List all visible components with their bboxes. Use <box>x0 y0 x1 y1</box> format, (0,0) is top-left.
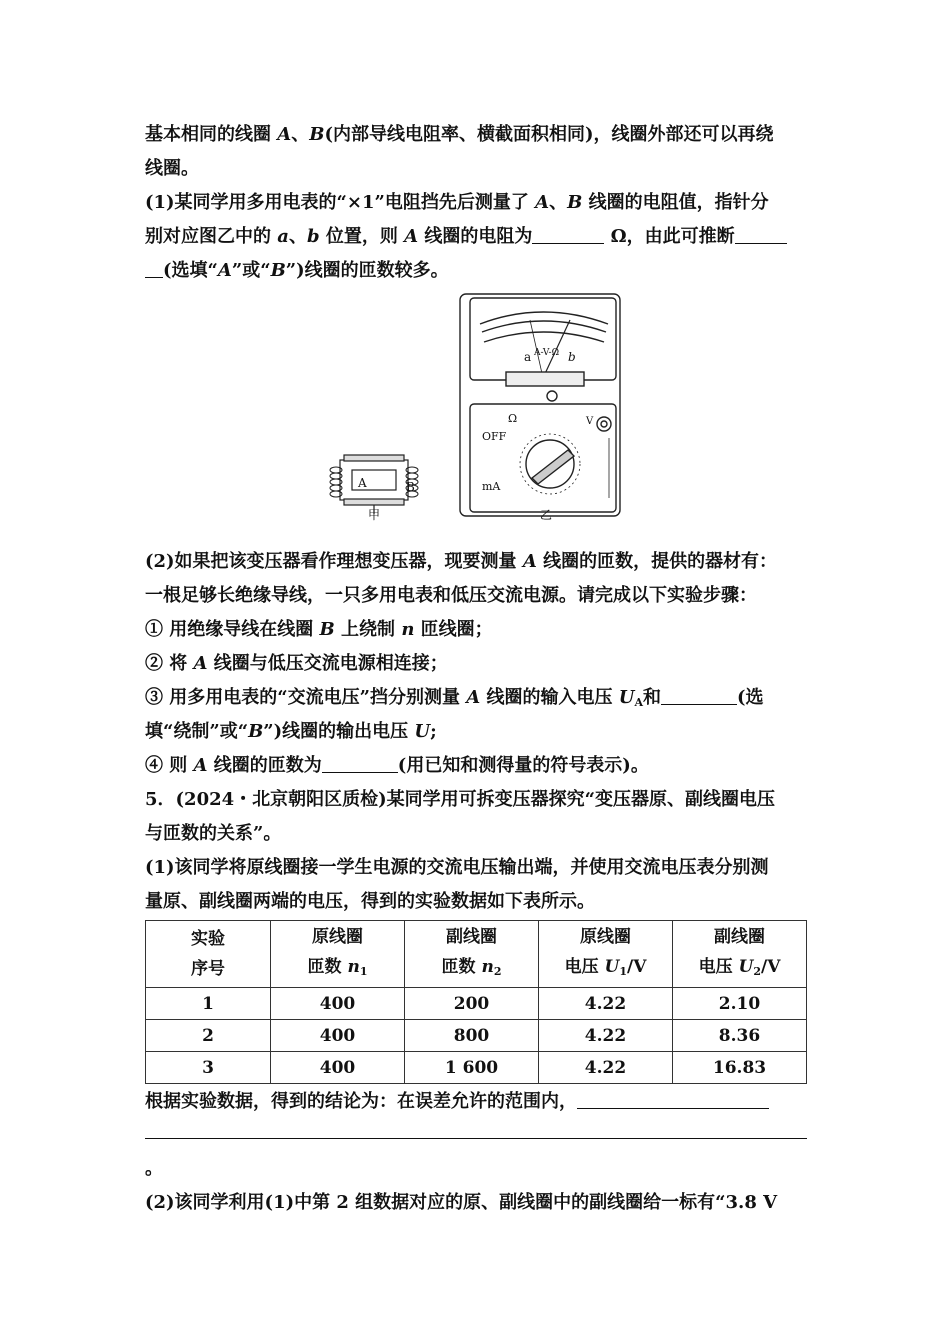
table-header-cell: 副线圈 匝数 $n_2$ <box>405 921 539 988</box>
transformer-multimeter-figure <box>318 292 628 522</box>
problem-5-title: 5．(2024・北京朝阳区质检)某同学用可拆变压器探究“变压器原、副线圈电压 <box>145 789 776 810</box>
figure-label-yi: 乙 <box>540 508 553 522</box>
meter-center-label: A-V-Ω <box>534 348 560 358</box>
pointer-label-b: b <box>568 350 576 364</box>
voltage-label: V <box>586 416 594 427</box>
answer-blank-coil-cont[interactable] <box>145 259 163 278</box>
table-header-cell: 实验 序号 <box>146 921 271 988</box>
question-1-line: (选填“A”或“B”)线圈的匝数较多。 <box>145 254 810 288</box>
table-header-row <box>146 921 807 988</box>
experiment-data-table <box>145 920 807 1084</box>
paragraph-line: 线圈。 <box>145 158 199 179</box>
step-3: ③ 用多用电表的“交流电压”挡分别测量 A 线圈的输入电压 $U_A$和 (选 <box>145 687 764 709</box>
coil-label-b: B <box>406 480 415 494</box>
answer-blank-conclusion[interactable] <box>577 1090 769 1109</box>
table-header-cell: 副线圈 电压 $U_2/V$ <box>673 921 807 988</box>
table-row: 1 400 200 4.22 2.10 <box>146 988 807 1020</box>
conclusion-line: 根据实验数据，得到的结论为：在误差允许的范围内， <box>145 1085 810 1119</box>
off-label: OFF <box>482 430 507 443</box>
ohm-label: Ω <box>508 412 518 425</box>
ma-label: mA <box>482 480 501 493</box>
answer-blank-conclusion-line[interactable] <box>145 1138 807 1139</box>
question-2-line: 一根足够长绝缘导线，一只多用电表和低压交流电源。请完成以下实验步骤： <box>145 585 757 606</box>
conclusion-end: 。 <box>145 1158 163 1179</box>
question-2-line: (2)该同学利用(1)中第 2 组数据对应的原、副线圈中的副线圈给一标有“3.8 V <box>145 1192 778 1213</box>
step-3-cont: 填“绕制”或“B”)线圈的输出电压 U; <box>145 721 437 742</box>
answer-blank-step4[interactable] <box>322 754 398 773</box>
step-2: ② 将 A 线圈与低压交流电源相连接； <box>145 653 448 674</box>
answer-blank-coil[interactable] <box>735 225 787 244</box>
table-header-cell: 原线圈 匝数 $n_1$ <box>271 921 405 988</box>
figure-label-jia: 甲 <box>368 508 381 522</box>
table-header-cell: 原线圈 电压 $U_1/V$ <box>539 921 673 988</box>
problem-5-line: 与匝数的关系”。 <box>145 823 282 844</box>
answer-blank-step3[interactable] <box>661 686 737 705</box>
coil-label-a: A <box>358 476 367 490</box>
problem-5-line: 量原、副线圈两端的电压，得到的实验数据如下表所示。 <box>145 891 595 912</box>
answer-blank-resistance[interactable] <box>532 225 604 244</box>
table-row: 2 400 800 4.22 8.36 <box>146 1020 807 1052</box>
problem-5-line: (1)该同学将原线圈接一学生电源的交流电压输出端，并使用交流电压表分别测 <box>145 857 769 878</box>
paragraph-line: 基本相同的线圈 A、B(内部导线电阻率、横截面积相同)，线圈外部还可以再绕 <box>145 124 774 145</box>
question-2-line: (2)如果把该变压器看作理想变压器，现要测量 A 线圈的匝数，提供的器材有： <box>145 551 778 572</box>
step-1: ① 用绝缘导线在线圈 B 上绕制 n 匝线圈； <box>145 619 493 640</box>
step-4: ④ 则 A 线圈的匝数为 (用已知和测得量的符号表示)。 <box>145 755 649 776</box>
table-row: 3 400 1 600 4.22 16.83 <box>146 1052 807 1084</box>
question-1-line: 别对应图乙中的 a、b 位置，则 A 线圈的电阻为 Ω，由此可推断 <box>145 220 810 254</box>
pointer-label-a: a <box>524 350 532 364</box>
question-1-line: (1)某同学用多用电表的“×1”电阻挡先后测量了 A、B 线圈的电阻值，指针分 <box>145 192 769 213</box>
